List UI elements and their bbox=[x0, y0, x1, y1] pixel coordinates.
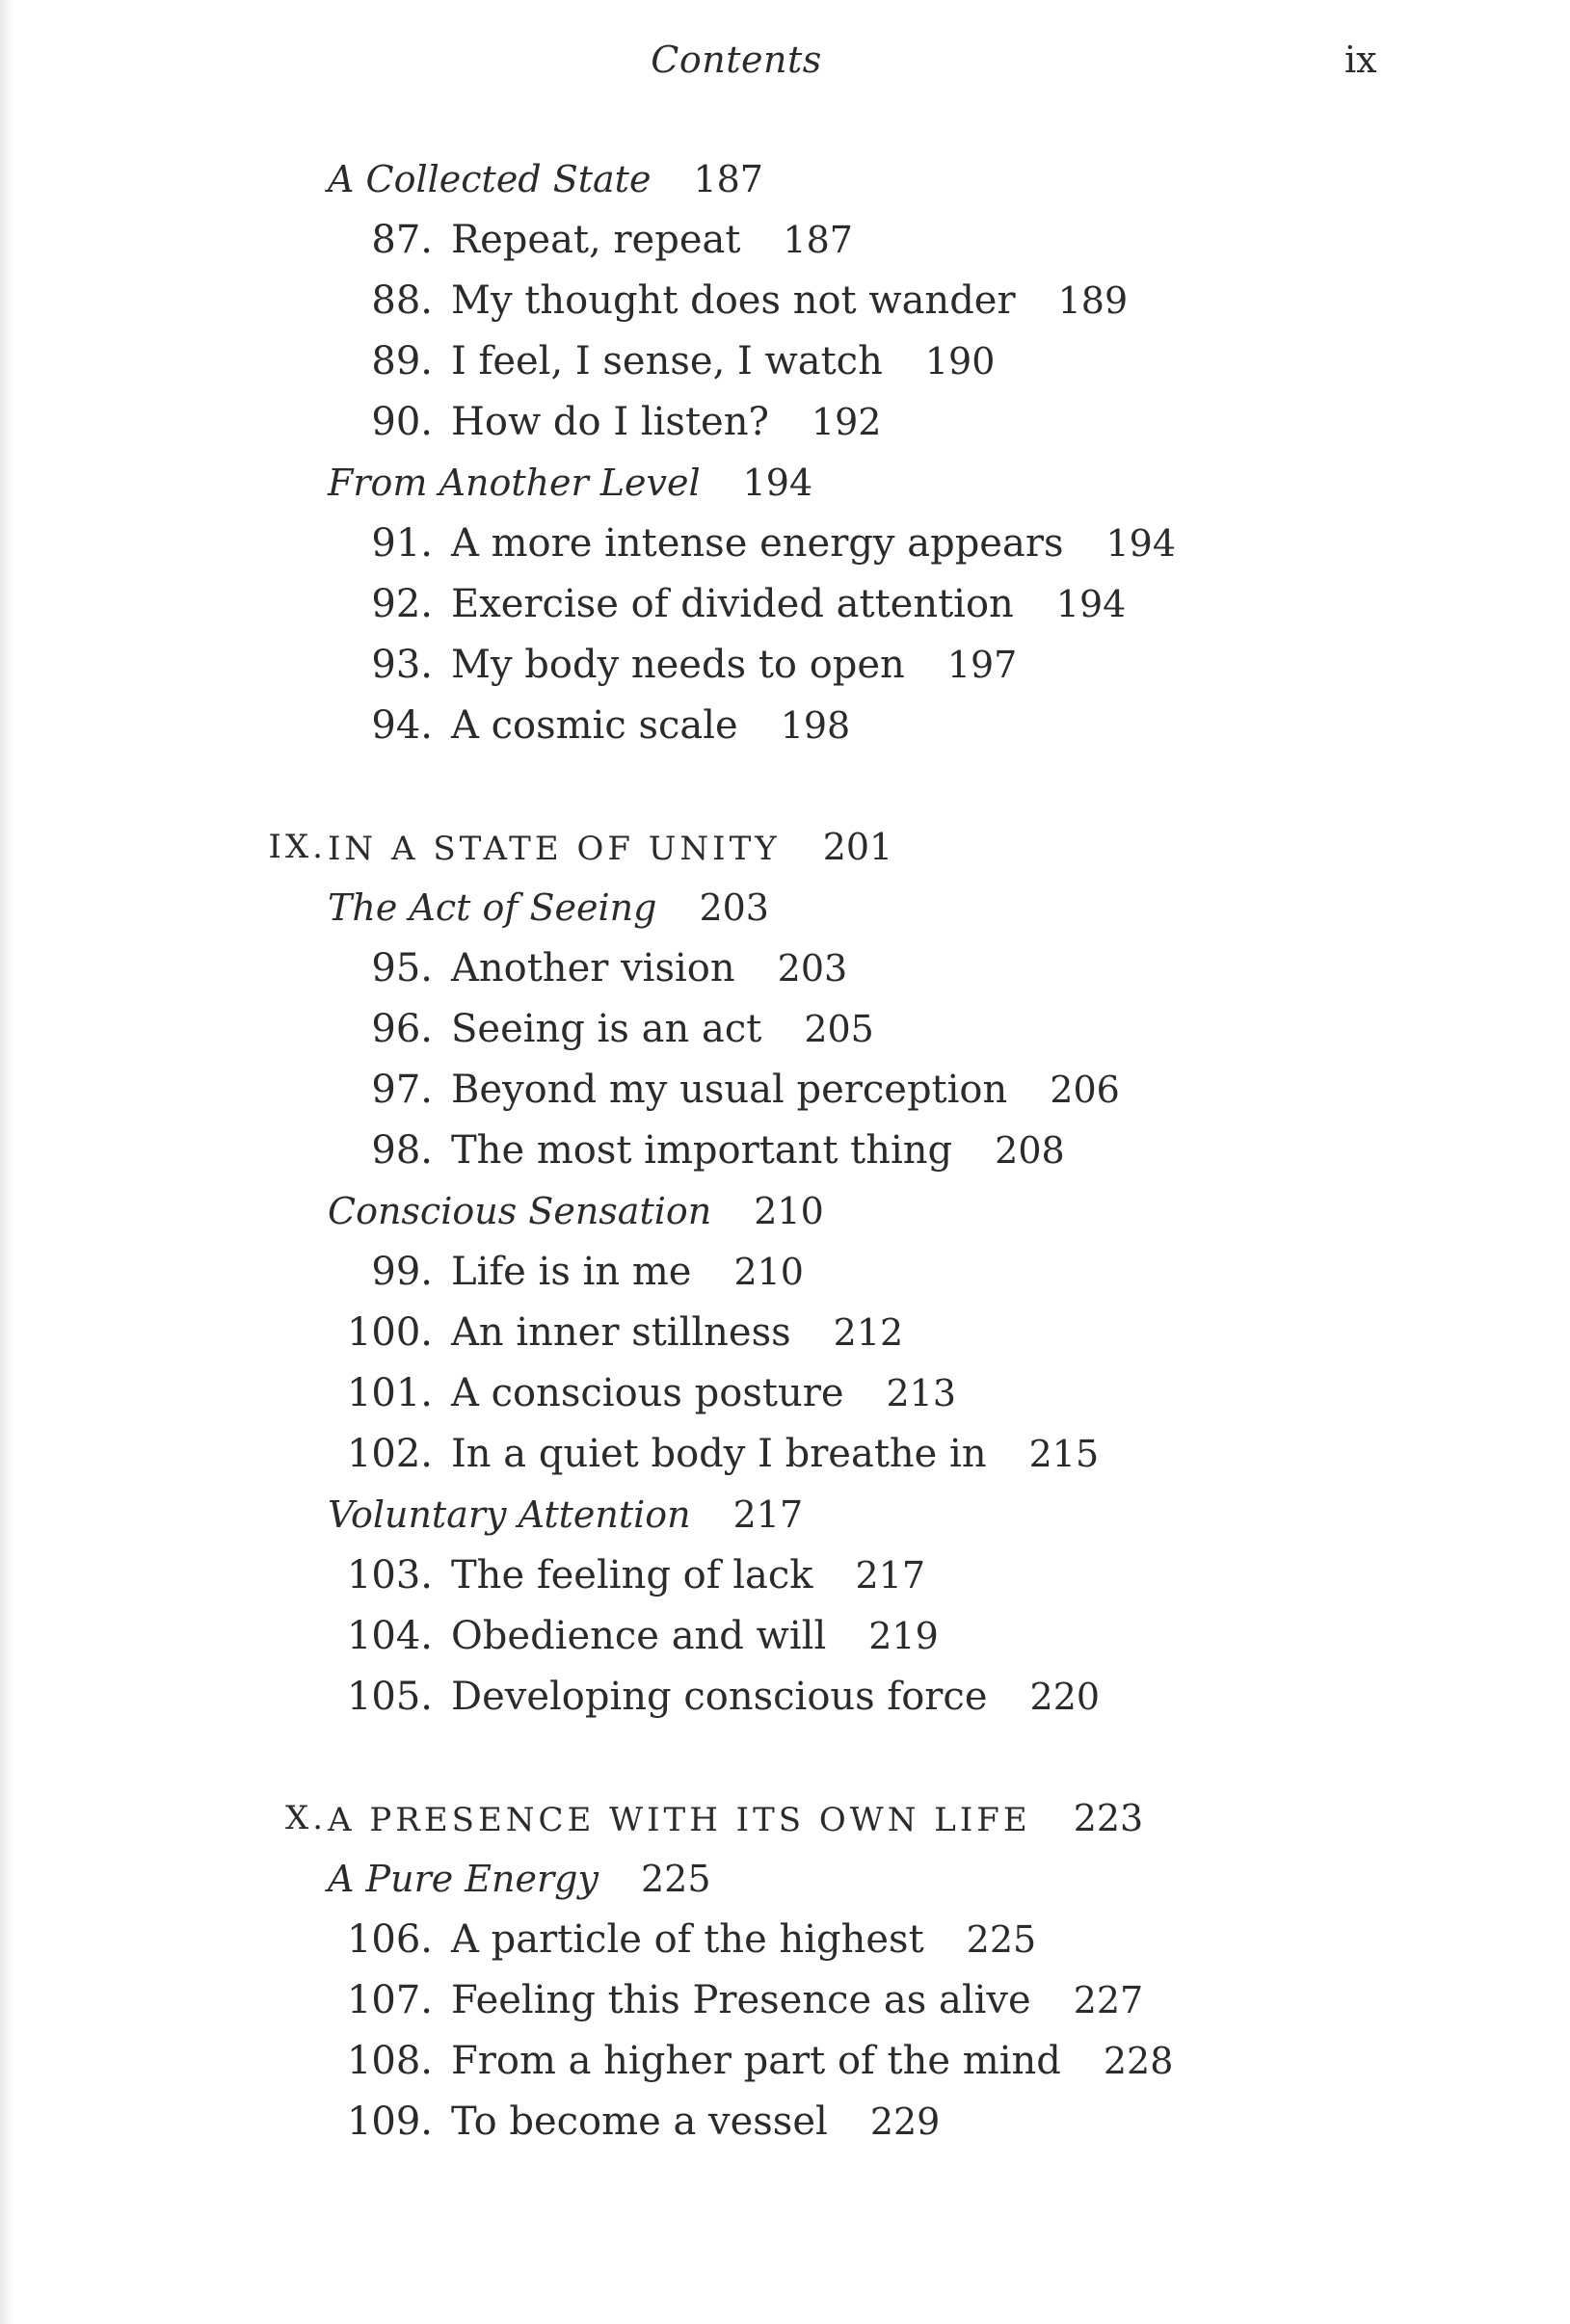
toc-entry-line bbox=[451, 514, 1176, 574]
toc-section-title: The Act of Seeing bbox=[328, 886, 657, 929]
toc-entry bbox=[0, 1242, 1570, 1303]
toc-entry-line bbox=[451, 1970, 1143, 2031]
toc-entry bbox=[0, 696, 1570, 756]
toc-entry-title: A more intense energy appears bbox=[451, 521, 1064, 566]
toc-page-number: 217 bbox=[732, 1493, 804, 1536]
toc-entry-title: To become a vessel bbox=[451, 2100, 828, 2144]
toc-chapter bbox=[0, 817, 1570, 878]
toc-section bbox=[0, 1849, 1570, 1910]
toc-entry-title: A particle of the highest bbox=[451, 1917, 924, 1962]
toc-entry-title: An inner stillness bbox=[451, 1310, 791, 1355]
toc-entry-line bbox=[451, 1424, 1099, 1485]
toc-section-title: A Pure Energy bbox=[328, 1858, 599, 1900]
toc-page-number: 213 bbox=[886, 1372, 957, 1414]
toc-entry-number: 99. bbox=[371, 1250, 433, 1294]
toc-entry-number: 103. bbox=[346, 1553, 433, 1598]
toc-section-title: Voluntary Attention bbox=[328, 1493, 691, 1536]
toc-entry bbox=[0, 1545, 1570, 1606]
toc-page-number: 217 bbox=[855, 1554, 926, 1597]
toc-entry bbox=[0, 2031, 1570, 2092]
toc-page-number: 219 bbox=[868, 1615, 939, 1657]
toc-entry bbox=[0, 392, 1570, 453]
toc-entry-line bbox=[451, 1121, 1065, 1181]
toc-page-number: 205 bbox=[804, 1008, 874, 1050]
toc-entry-number: 92. bbox=[371, 582, 433, 626]
toc-page-number: 227 bbox=[1073, 1979, 1144, 2021]
toc-entry-line bbox=[451, 1303, 903, 1363]
toc-entry bbox=[0, 938, 1570, 999]
toc-entry-number: 97. bbox=[371, 1068, 433, 1112]
toc-section bbox=[0, 453, 1570, 514]
toc-entry bbox=[0, 2092, 1570, 2152]
toc-page-number: 228 bbox=[1103, 2040, 1174, 2082]
toc-chapter-line bbox=[328, 817, 892, 880]
toc-entry-number: 91. bbox=[371, 521, 433, 566]
toc-chapter-number: IX. bbox=[268, 828, 327, 866]
toc-entry-title: A conscious posture bbox=[451, 1371, 844, 1415]
toc-entry-title: The feeling of lack bbox=[451, 1553, 813, 1598]
toc-entry-line bbox=[451, 2031, 1173, 2092]
toc-entry-title: How do I listen? bbox=[451, 400, 769, 444]
toc-entry bbox=[0, 1910, 1570, 1970]
toc-entry-title: Obedience and will bbox=[451, 1614, 827, 1658]
toc-page-number: 194 bbox=[742, 462, 813, 504]
toc-page-number: 210 bbox=[733, 1251, 804, 1293]
toc-entry-line bbox=[451, 1606, 939, 1667]
toc-entry-line bbox=[451, 1363, 956, 1424]
toc-entry-line bbox=[451, 1910, 1036, 1970]
page-number: ix bbox=[1344, 39, 1377, 81]
toc-chapter-title: IN A STATE OF UNITY bbox=[328, 830, 781, 868]
toc-page-number: 187 bbox=[693, 158, 763, 200]
toc-entry bbox=[0, 999, 1570, 1060]
toc-entry-title: The most important thing bbox=[451, 1128, 953, 1173]
toc-entry-line bbox=[451, 392, 881, 453]
toc-entry-title: A cosmic scale bbox=[451, 703, 738, 748]
toc-entry-line bbox=[451, 271, 1128, 331]
toc-entry bbox=[0, 1060, 1570, 1121]
toc-chapter-number: X. bbox=[284, 1799, 327, 1837]
toc-entry-line bbox=[451, 2092, 940, 2152]
toc-entry bbox=[0, 514, 1570, 574]
toc-entry-number: 94. bbox=[371, 703, 433, 748]
toc-page-number: 225 bbox=[966, 1918, 1037, 1961]
toc-entry-number: 101. bbox=[346, 1371, 433, 1415]
toc-entry-title: In a quiet body I breathe in bbox=[451, 1432, 987, 1476]
toc-entry bbox=[0, 1970, 1570, 2031]
toc-entry bbox=[0, 210, 1570, 271]
toc-page-number: 194 bbox=[1055, 583, 1127, 625]
toc-page-number: 201 bbox=[822, 826, 893, 868]
toc-entry-line bbox=[451, 1242, 804, 1303]
toc-entry-title: From a higher part of the mind bbox=[451, 2039, 1061, 2083]
toc-entry-title: Beyond my usual perception bbox=[451, 1068, 1008, 1112]
running-head bbox=[0, 39, 1570, 96]
toc-entry bbox=[0, 1121, 1570, 1181]
toc-page-number: 223 bbox=[1073, 1797, 1144, 1839]
toc-chapter-title: A PRESENCE WITH ITS OWN LIFE bbox=[328, 1801, 1031, 1839]
toc-entry-title: Exercise of divided attention bbox=[451, 582, 1014, 626]
toc-page-number: 187 bbox=[783, 219, 853, 261]
toc-page-number: 229 bbox=[869, 2100, 941, 2143]
toc-entry-number: 93. bbox=[371, 643, 433, 687]
toc-entry bbox=[0, 1606, 1570, 1667]
toc-entry-number: 109. bbox=[346, 2100, 433, 2144]
toc-entry-line bbox=[451, 331, 995, 392]
toc-entry-number: 90. bbox=[371, 400, 433, 444]
toc-entry-number: 102. bbox=[346, 1432, 433, 1476]
toc-page-number: 198 bbox=[780, 704, 851, 747]
toc-section bbox=[0, 878, 1570, 938]
toc-entry-number: 95. bbox=[371, 946, 433, 990]
toc-entry-line bbox=[451, 696, 850, 756]
toc-section-title: A Collected State bbox=[328, 158, 652, 200]
toc-section bbox=[0, 1485, 1570, 1545]
toc-entry-title: My body needs to open bbox=[451, 643, 905, 687]
toc-page-number: 203 bbox=[777, 947, 848, 990]
toc-entry-number: 96. bbox=[371, 1007, 433, 1051]
toc-entry-number: 89. bbox=[371, 339, 433, 383]
toc-entry-line bbox=[451, 999, 874, 1060]
toc-entry bbox=[0, 1303, 1570, 1363]
toc-entry-number: 106. bbox=[346, 1917, 433, 1962]
toc-section bbox=[0, 1181, 1570, 1242]
toc-entry-title: Repeat, repeat bbox=[451, 218, 741, 262]
toc-entry-title: My thought does not wander bbox=[451, 278, 1016, 323]
toc-entry-title: Seeing is an act bbox=[451, 1007, 762, 1051]
toc-page-number: 197 bbox=[946, 644, 1018, 686]
toc-entry-line bbox=[451, 1545, 925, 1606]
toc-entry bbox=[0, 331, 1570, 392]
toc-entry-number: 98. bbox=[371, 1128, 433, 1173]
toc-entry-line bbox=[451, 635, 1017, 696]
toc-entry-number: 100. bbox=[346, 1310, 433, 1355]
toc-entry-title: Another vision bbox=[451, 946, 735, 990]
toc-entry bbox=[0, 1667, 1570, 1728]
toc-page-number: 208 bbox=[995, 1129, 1065, 1172]
toc-page-number: 203 bbox=[699, 886, 769, 929]
toc-chapter-line bbox=[328, 1788, 1143, 1851]
toc-entry-number: 105. bbox=[346, 1675, 433, 1719]
toc-entry-title: I feel, I sense, I watch bbox=[451, 339, 883, 383]
toc-page-number: 190 bbox=[924, 340, 996, 383]
toc-page-number: 192 bbox=[811, 401, 882, 443]
running-head-title: Contents bbox=[651, 39, 822, 81]
toc-page-number: 189 bbox=[1057, 279, 1129, 322]
toc-page-number: 225 bbox=[640, 1858, 711, 1900]
toc-entry-number: 108. bbox=[346, 2039, 433, 2083]
toc-entry-title: Feeling this Presence as alive bbox=[451, 1978, 1031, 2022]
toc-chapter bbox=[0, 1788, 1570, 1849]
toc-section bbox=[0, 149, 1570, 210]
toc-entry-line bbox=[451, 938, 847, 999]
toc-entry-title: Life is in me bbox=[451, 1250, 692, 1294]
toc-entry-number: 88. bbox=[371, 278, 433, 323]
toc-entry-line bbox=[451, 1667, 1100, 1728]
toc-entry-number: 87. bbox=[371, 218, 433, 262]
toc-section-title: Conscious Sensation bbox=[328, 1190, 712, 1232]
toc-page-number: 210 bbox=[754, 1190, 824, 1232]
toc-page-number: 206 bbox=[1050, 1069, 1120, 1111]
toc-section-title: From Another Level bbox=[328, 462, 701, 504]
toc-page-number: 212 bbox=[833, 1311, 904, 1354]
toc-entry bbox=[0, 1363, 1570, 1424]
toc-page-number: 220 bbox=[1029, 1676, 1101, 1718]
toc-entry bbox=[0, 1424, 1570, 1485]
toc-entry bbox=[0, 271, 1570, 331]
toc-entry-title: Developing conscious force bbox=[451, 1675, 988, 1719]
toc-entry bbox=[0, 574, 1570, 635]
toc-entry-line bbox=[451, 1060, 1120, 1121]
toc-entry-number: 104. bbox=[346, 1614, 433, 1658]
toc-entry bbox=[0, 635, 1570, 696]
toc-page-number: 194 bbox=[1105, 522, 1176, 565]
toc-entry-line bbox=[451, 574, 1126, 635]
table-of-contents bbox=[0, 149, 1570, 2152]
toc-entry-line bbox=[451, 210, 853, 271]
toc-page-number: 215 bbox=[1028, 1433, 1100, 1475]
toc-entry-number: 107. bbox=[346, 1978, 433, 2022]
